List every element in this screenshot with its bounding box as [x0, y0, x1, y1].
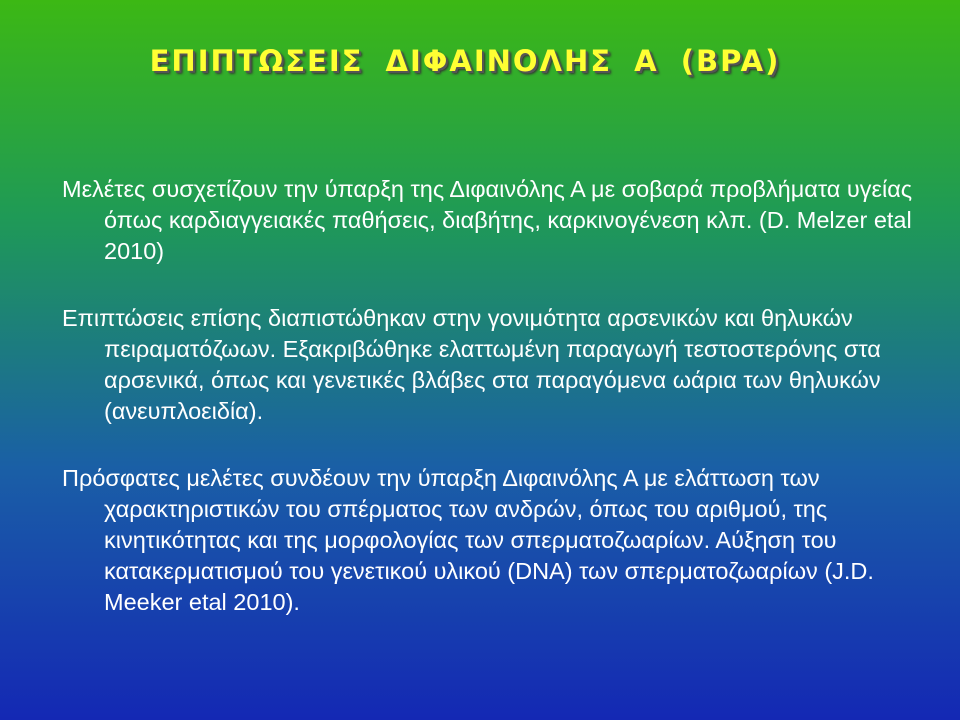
paragraph-fertility-effects: Επιπτώσεις επίσης διαπιστώθηκαν στην γονιμότητα αρσενικών και θηλυκών πειραματόζωων. Εξακριβώθηκε ελαττωμένη παραγωγή τεστοστερόνης στα αρσενικά, όπως και γενετικές βλάβες στα παραγόμενα ωάρια των θηλυκών (ανευπλοειδία). [62, 305, 881, 424]
paragraph-health-problems: Μελέτες συσχετίζουν την ύπαρξη της Διφαινόλης Α με σοβαρά προβλήματα υγείας όπως καρδιαγγειακές παθήσεις, διαβήτης, καρκινογένεση κλπ. (D. Melzer etal 2010) [62, 176, 913, 264]
slide-content [62, 174, 932, 654]
paragraph-sperm-studies: Πρόσφατες μελέτες συνδέουν την ύπαρξη Διφαινόλης Α με ελάττωση των χαρακτηριστικών του σπέρματος των ανδρών, όπως του αριθμού, της κινητικότητας και της μορφολογίας των σπερματοζωαρίων. Αύξηση του κατακερματισμού του γενετικού υλικού (DNA) των σπερματοζωαρίων (J.D. Meeker etal 2010). [62, 465, 874, 615]
slide-title: ΕΠΙΠΤΩΣΕΙΣ ΔΙΦΑΙΝΟΛΗΣ Α (BPA) [149, 44, 781, 78]
